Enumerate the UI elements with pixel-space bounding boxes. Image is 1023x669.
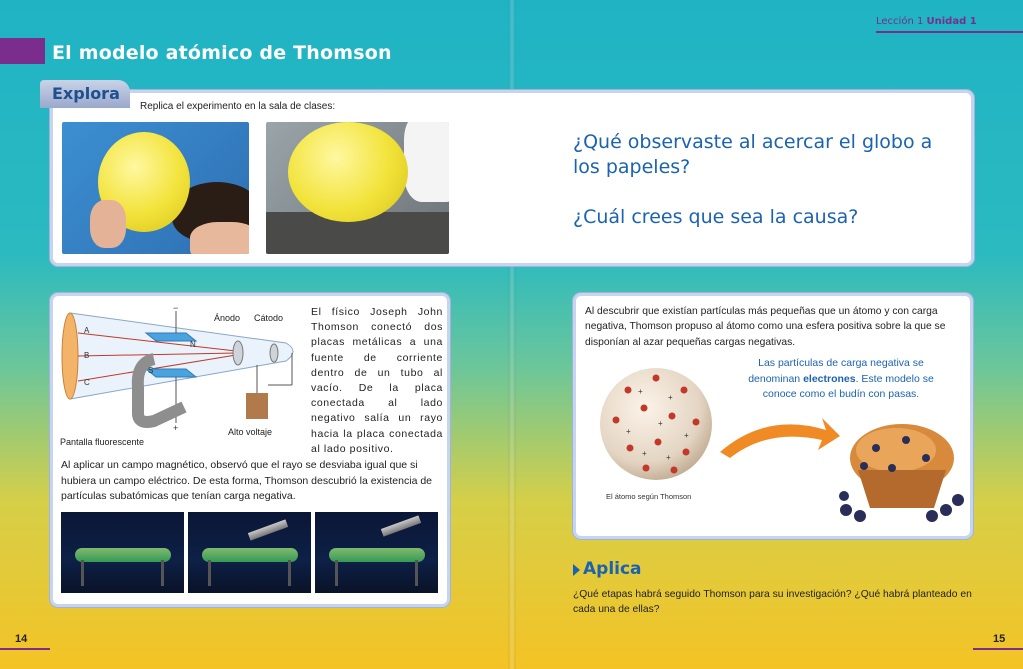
lesson-label <box>876 16 977 27</box>
svg-text:+: + <box>638 387 643 396</box>
explora-instruction: Replica el experimento en la sala de clases: <box>140 101 336 112</box>
explora-tab: Explora <box>40 80 130 108</box>
electron-keyword: electrones <box>803 372 856 385</box>
tube-photo-2 <box>188 512 311 593</box>
label-alto-voltaje: Alto voltaje <box>228 427 273 437</box>
page-number-line-right <box>973 648 1023 650</box>
atom-caption: El átomo según Thomson <box>606 492 692 501</box>
label-plus: + <box>173 423 179 433</box>
svg-text:+: + <box>684 431 689 440</box>
tube-photo-3 <box>315 512 438 593</box>
label-n: N <box>190 340 196 349</box>
label-s: S <box>148 366 154 375</box>
electron-description <box>736 356 946 403</box>
electron-text-post: . Este modelo se conoce como el budín con pasas. <box>762 372 934 400</box>
lesson-underline <box>876 31 1023 33</box>
balloon-image <box>288 122 408 222</box>
aplica-heading: Aplica <box>583 559 642 579</box>
label-minus: − <box>173 303 179 313</box>
page-number-line-left <box>0 648 50 650</box>
page-number-right: 15 <box>993 633 1006 645</box>
page-title: El modelo atómico de Thomson <box>52 42 392 64</box>
label-c: C <box>84 378 90 387</box>
orange-arrow-icon <box>716 412 844 462</box>
label-anodo: Ánodo <box>214 313 241 323</box>
cathode-ray-tube-diagram <box>56 303 302 451</box>
explora-question-2: ¿Cuál crees que sea la causa? <box>573 206 859 228</box>
title-accent-bar <box>0 38 45 64</box>
svg-text:+: + <box>666 453 671 462</box>
aplica-question: ¿Qué etapas habrá seguido Thomson para su investigación? ¿Qué habrá planteado en cada una de ellas? <box>573 589 972 615</box>
balloon-head-photo <box>62 122 249 254</box>
model-paragraph: Al descubrir que existían partículas más pequeñas que un átomo y con carga negativa, Thomson propuso al átomo como una esfera positiva sobre la que se disponían al azar pequeñas cargas negativas. <box>585 306 946 348</box>
page-number-left: 14 <box>15 633 28 645</box>
svg-text:+: + <box>668 393 673 402</box>
aplica-arrow-icon <box>573 564 580 576</box>
svg-text:+: + <box>658 419 663 428</box>
thomson-atom-image <box>598 360 714 488</box>
thomson-paragraph: El físico Joseph John Thomson conectó dos placas metálicas a una fuente de corriente dentro de un tubo al vacío. De la placa conectada al lado negativo salía un rayo hacia la placa conectada al lado positivo. <box>311 306 443 455</box>
unit-number: Unidad 1 <box>926 16 977 27</box>
svg-text:+: + <box>642 449 647 458</box>
lesson-number: Lección 1 <box>876 16 924 27</box>
label-pantalla: Pantalla fluorescente <box>60 437 145 447</box>
muffin-image <box>836 418 968 522</box>
label-b: B <box>84 351 90 360</box>
label-a: A <box>84 326 90 335</box>
magnetic-field-paragraph: Al aplicar un campo magnético, observó que el rayo se desviaba igual que si hubiera un campo eléctrico. De esta forma, Thomson descubrió la existencia de partículas subatómicas que tenían carga negativa. <box>61 459 433 502</box>
svg-text:+: + <box>626 427 631 436</box>
balloon-papers-photo <box>266 122 449 254</box>
label-catodo: Cátodo <box>254 313 284 323</box>
tube-photo-1 <box>61 512 184 593</box>
electron-text-pre: Las partículas de carga negativa se denominan <box>748 357 924 385</box>
explora-question-1: ¿Qué observaste al acercar el globo a los papeles? <box>573 131 933 178</box>
